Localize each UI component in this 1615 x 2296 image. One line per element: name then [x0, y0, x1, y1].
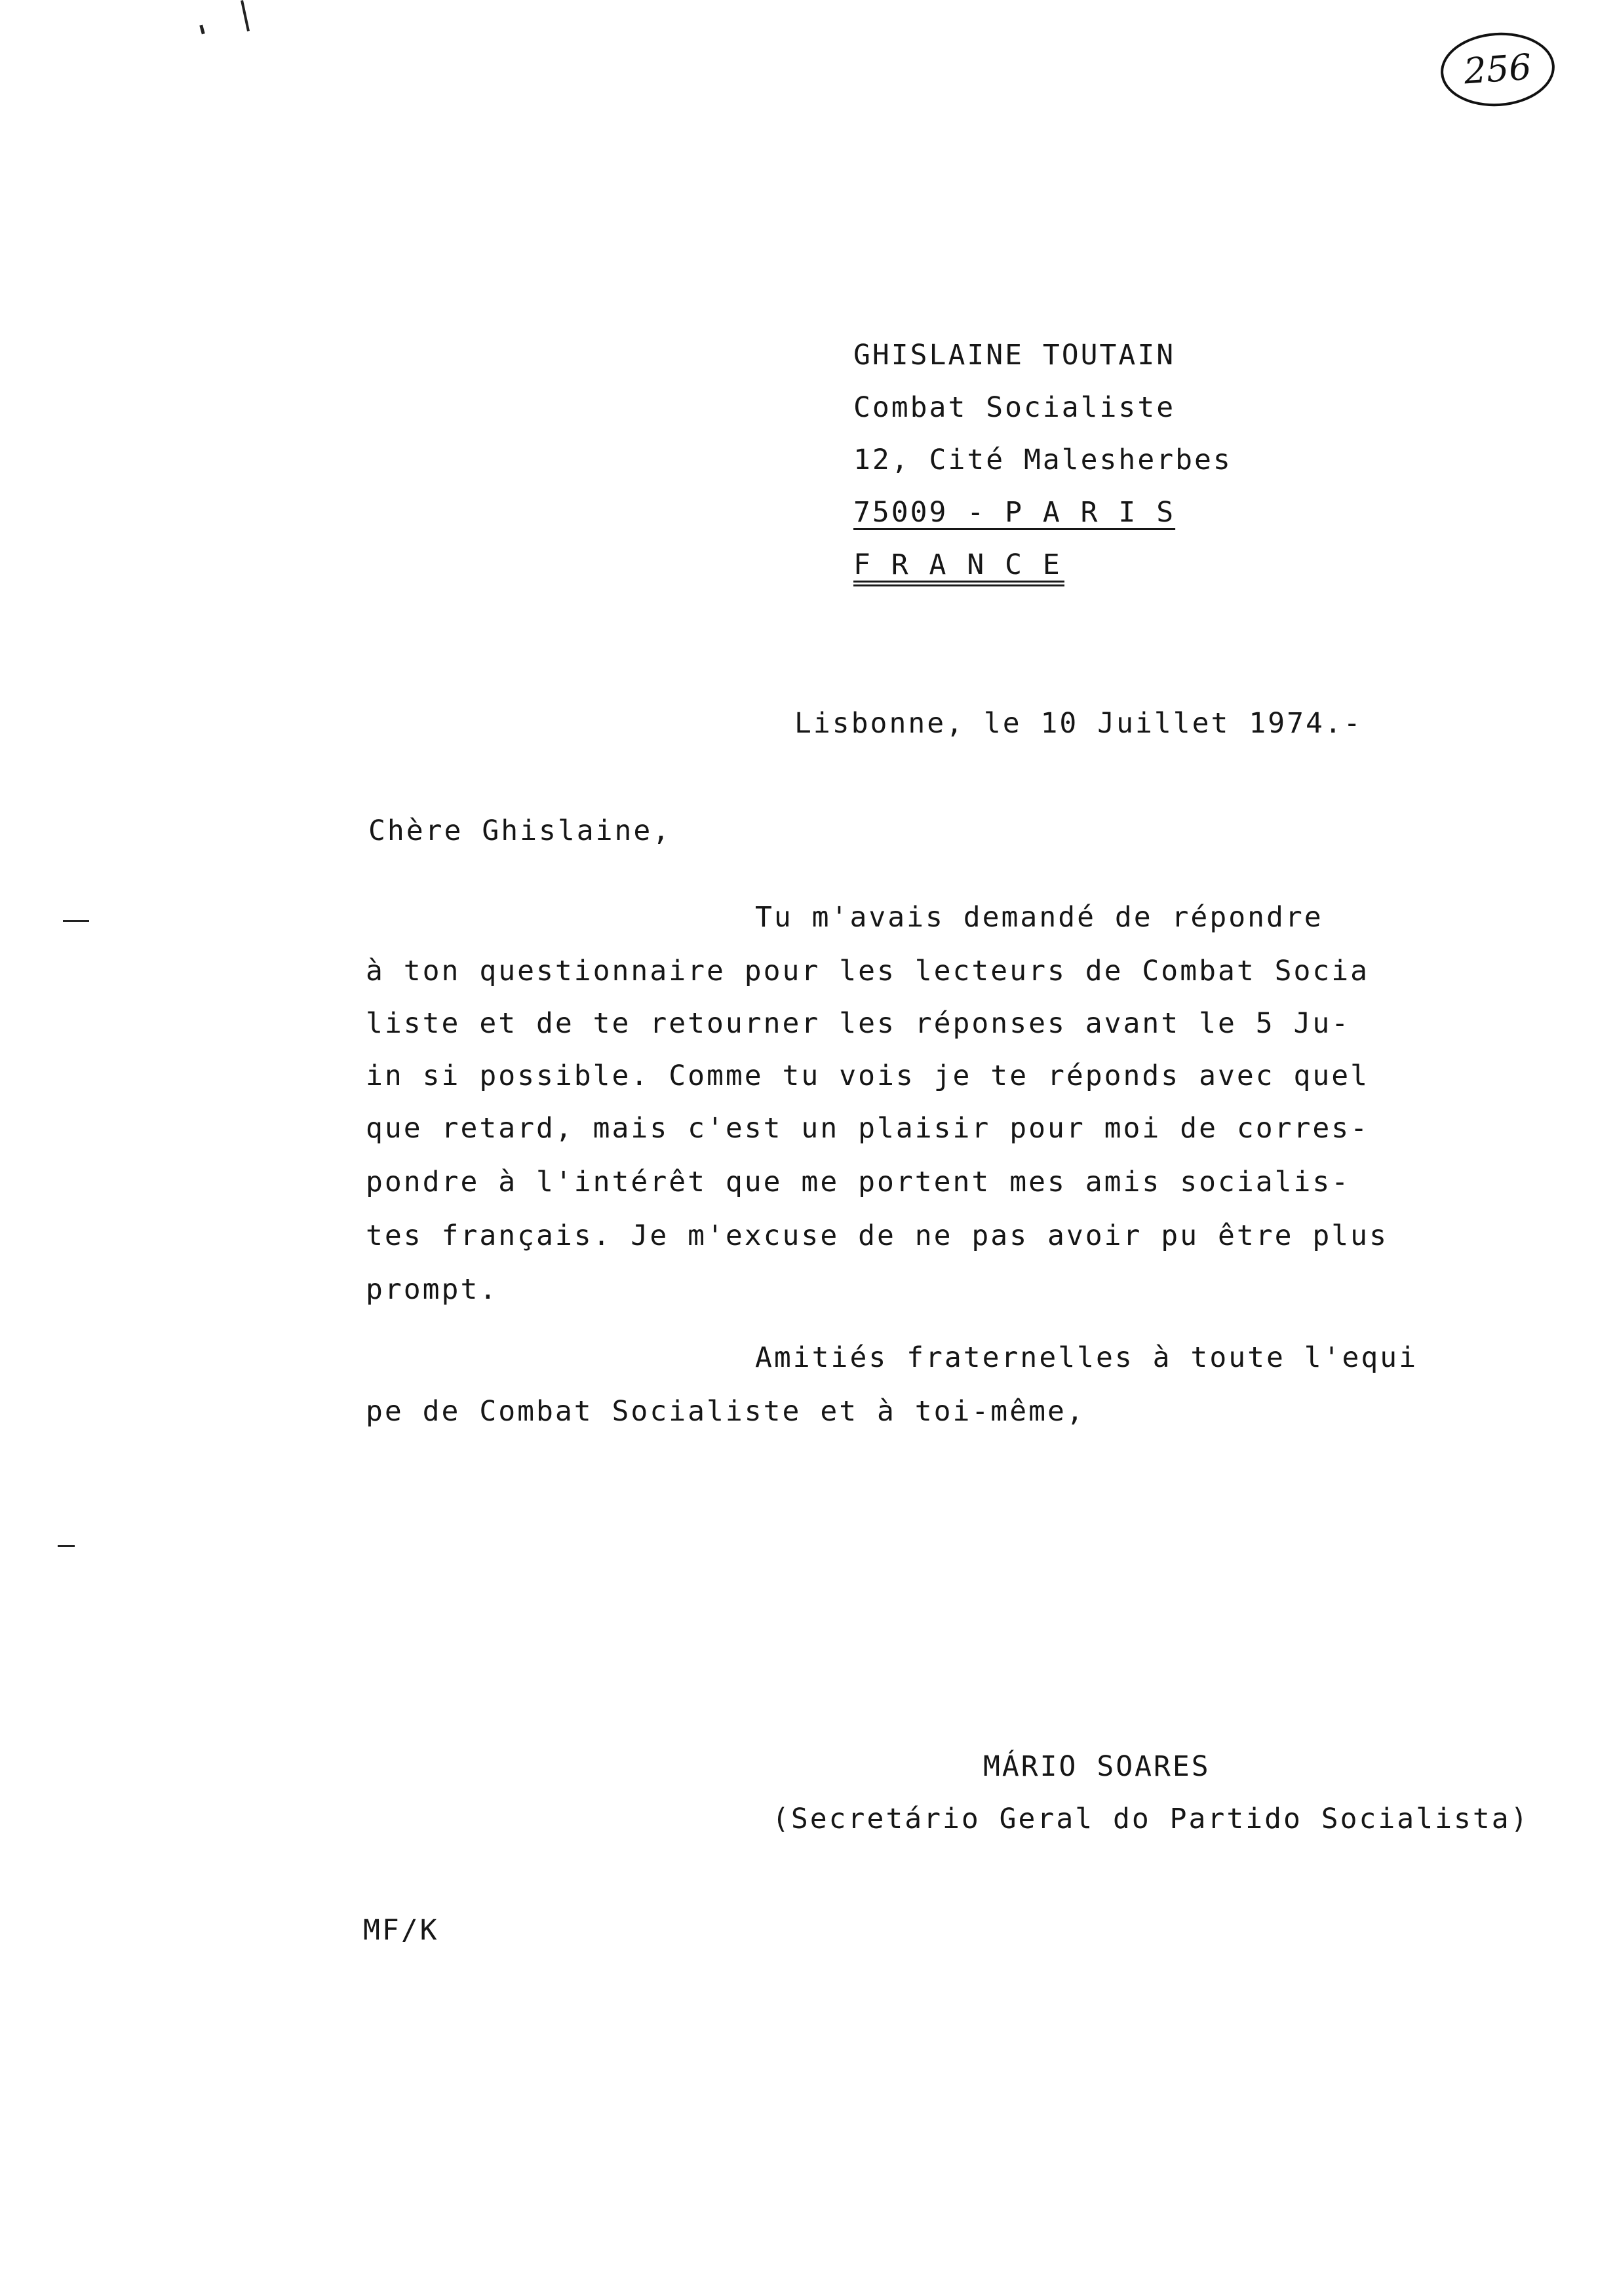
paragraph-1-line: liste et de te retourner les réponses avant le 5 Ju-	[366, 1007, 1351, 1040]
recipient-postal-city: 75009 - P A R I S	[853, 496, 1176, 529]
salutation: Chère Ghislaine,	[368, 814, 672, 847]
archive-page-number: 256	[1438, 29, 1557, 110]
paragraph-1-line: que retard, mais c'est un plaisir pour moi de corres-	[366, 1112, 1370, 1145]
paragraph-2-line: pe de Combat Socialiste et à toi-même,	[366, 1395, 1085, 1428]
paragraph-1-line: Tu m'avais demandé de répondre	[755, 901, 1323, 934]
recipient-name: GHISLAINE TOUTAIN	[853, 339, 1176, 372]
margin-mark-top-dot	[199, 25, 204, 35]
recipient-organization: Combat Socialiste	[853, 391, 1176, 424]
reference-initials: MF/K	[363, 1914, 439, 1947]
recipient-country: F R A N C E	[853, 548, 1062, 581]
paragraph-1-line: prompt.	[366, 1273, 499, 1306]
signatory-name: MÁRIO SOARES	[983, 1750, 1211, 1783]
margin-mark-left-1	[63, 920, 89, 922]
recipient-street: 12, Cité Malesherbes	[853, 444, 1232, 476]
margin-mark-top-stroke	[241, 0, 250, 31]
paragraph-1-line: pondre à l'intérêt que me portent mes amis socialis-	[366, 1166, 1351, 1198]
dateline: Lisbonne, le 10 Juillet 1974.-	[794, 707, 1363, 740]
paragraph-2-line: Amitiés fraternelles à toute l'equi	[755, 1341, 1418, 1374]
signatory-title: (Secretário Geral do Partido Socialista)	[772, 1803, 1530, 1835]
paragraph-1-line: à ton questionnaire pour les lecteurs de Combat Socia	[366, 955, 1370, 987]
paragraph-1-line: tes français. Je m'excuse de ne pas avoir pu être plus	[366, 1219, 1388, 1252]
margin-mark-left-2	[58, 1545, 75, 1547]
country-double-underline	[853, 581, 1064, 586]
paragraph-1-line: in si possible. Comme tu vois je te réponds avec quel	[366, 1060, 1370, 1092]
